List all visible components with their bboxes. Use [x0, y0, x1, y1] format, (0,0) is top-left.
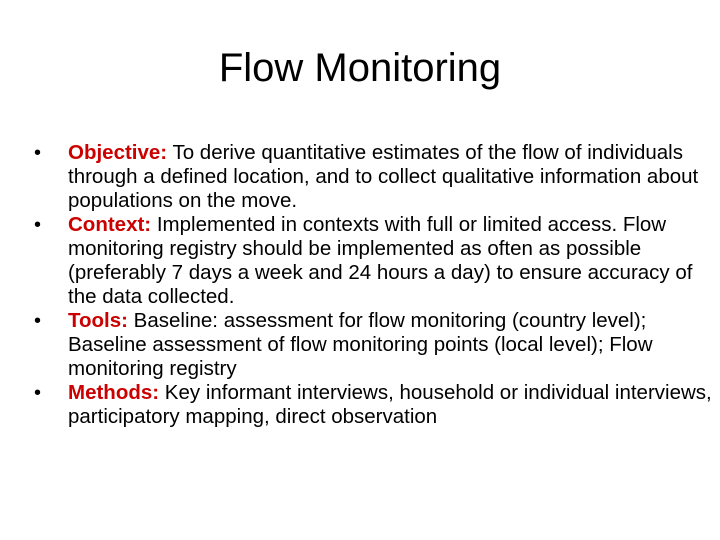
bullet-icon: •	[34, 310, 42, 332]
bullet-list	[34, 141, 714, 429]
bullet-icon: •	[34, 214, 42, 236]
bullet-text-context: Implemented in contexts with full or limited access. Flow monitoring registry should be implemented as often as possible (preferably 7 days a week and 24 hours a day) to ensure accuracy of the data collected.	[68, 213, 693, 308]
bullet-lead-context: Context:	[68, 213, 152, 236]
bullet-lead-tools: Tools:	[68, 309, 128, 332]
bullet-tools	[34, 309, 714, 381]
bullet-text-methods: Key informant interviews, household or individual interviews, participatory mapping, direct observation	[68, 381, 712, 428]
bullet-context	[34, 213, 714, 309]
bullet-icon: •	[34, 142, 42, 164]
bullet-objective	[34, 141, 714, 213]
bullet-lead-objective: Objective:	[68, 141, 168, 164]
bullet-methods	[34, 381, 714, 429]
bullet-text-objective: To derive quantitative estimates of the flow of individuals through a defined location, and to collect qualitative information about populations on the move.	[68, 141, 699, 212]
bullet-icon: •	[34, 382, 42, 404]
slide-title: Flow Monitoring	[218, 46, 502, 90]
bullet-lead-methods: Methods:	[68, 381, 160, 404]
bullet-text-tools: Baseline: assessment for flow monitoring (country level); Baseline assessment of flow monitoring points (local level); Flow monitoring registry	[68, 309, 653, 380]
